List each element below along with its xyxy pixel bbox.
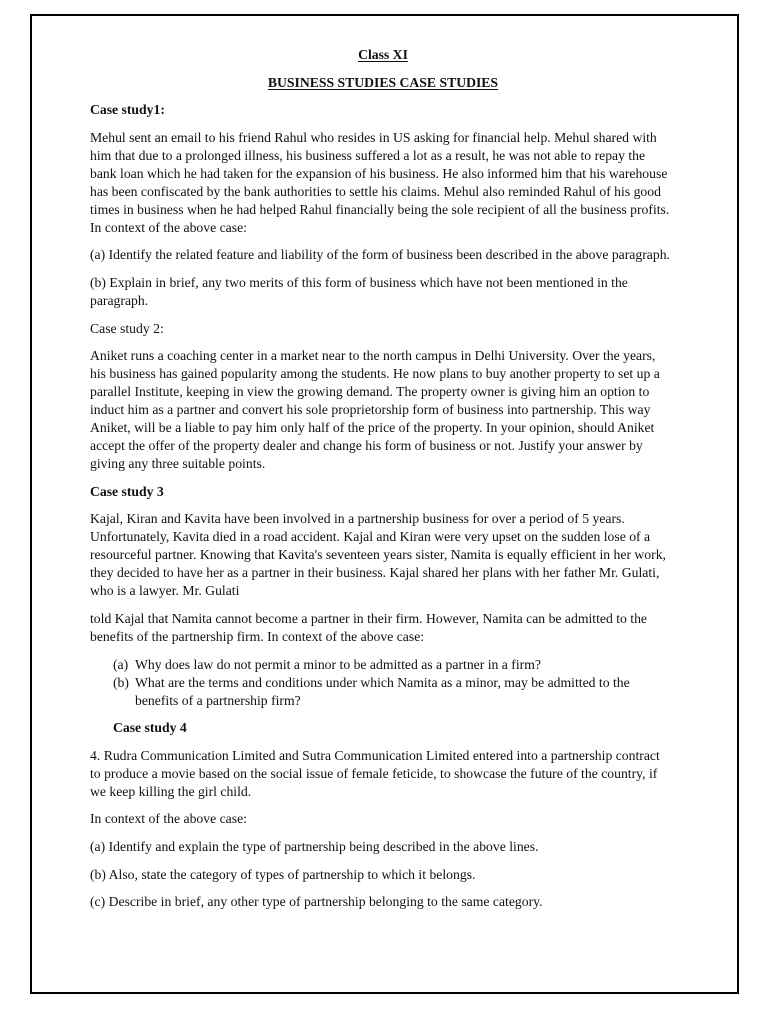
case-study-3-heading: Case study 3	[90, 483, 164, 499]
case-study-4-paragraph: 4. Rudra Communication Limited and Sutra Communication Limited entered into a partnership contract to produce a movie based on the social issue of female feticide, to showcase the future of the country, if we keep killing the girl child.	[90, 747, 660, 799]
list-item	[113, 656, 710, 674]
case-study-4-question-a: (a) Identify and explain the type of partnership being described in the above lines.	[90, 838, 539, 854]
case-study-4-question-c: (c) Describe in brief, any other type of partnership belonging to the same category.	[90, 894, 543, 910]
list-marker: (b)	[113, 674, 129, 690]
case-study-1-paragraph: Mehul sent an email to his friend Rahul who resides in US asking for financial help. Mehul shared with him that due to a prolonged illness, his business suffered a lot as a result, he was not able to repay the bank loan which he had taken for the expansion of his business. He also informed him that his warehouse has been confiscated by the bank authorities to settle his claims. Mehul also reminded Rahul of his good times in business when he had helped Rahul financially being the sole recipient of all the business profits. In context of the above case:	[90, 129, 670, 235]
list-item-text: Why does law do not permit a minor to be admitted as a partner in a firm?	[135, 656, 541, 672]
case-study-1-heading: Case study1:	[90, 102, 165, 118]
document-title: BUSINESS STUDIES CASE STUDIES	[267, 74, 499, 90]
class-title: Class XI	[358, 47, 408, 62]
list-item	[113, 674, 710, 710]
case-study-4-heading: Case study 4	[113, 720, 187, 736]
case-study-4-context: In context of the above case:	[90, 811, 247, 827]
document-content	[90, 46, 710, 921]
list-item-text: What are the terms and conditions under which Namita as a minor, may be admitted to the benefits of a partnership firm?	[135, 674, 630, 708]
case-study-3-paragraph-2: told Kajal that Namita cannot become a partner in their firm. However, Namita can be admitted to the benefits of the partnership firm. In context of the above case:	[90, 610, 648, 644]
case-study-3-question-list	[113, 656, 710, 710]
case-study-4-question-b: (b) Also, state the category of types of partnership to which it belongs.	[90, 866, 476, 882]
case-study-2-paragraph: Aniket runs a coaching center in a market near to the north campus in Delhi University. Over the years, his business has gained popularity among the students. He now plans to buy another property to set up a parallel Institute, keeping in view the growing demand. The property owner is giving him an option to induct him as a partner and convert his sole proprietorship form of business into partnership. This way Aniket, will be a liable to pay him only half of the price of the property. In your opinion, should Aniket accept the offer of the property dealer and change his form of business or not. Justify your answer by giving any three suitable points.	[90, 348, 660, 472]
case-study-1-question-b: (b) Explain in brief, any two merits of this form of business which have not been mentioned in the paragraph.	[90, 274, 628, 308]
case-study-1-question-a: (a) Identify the related feature and liability of the form of business been described in the above paragraph.	[90, 247, 670, 263]
case-study-2-heading: Case study 2:	[90, 320, 164, 336]
case-study-3-paragraph-1: Kajal, Kiran and Kavita have been involved in a partnership business for over a period of 5 years. Unfortunately, Kavita died in a road accident. Kajal and Kiran were very upset on the sudden lose of a resourceful partner. Knowing that Kavita's seventeen years sister, Namita is equally efficient in her work, they decided to have her as a partner in their business. Kajal shared her plans with her father Mr. Gulati, who is a lawyer. Mr. Gulati	[90, 511, 666, 599]
list-marker: (a)	[113, 656, 129, 672]
